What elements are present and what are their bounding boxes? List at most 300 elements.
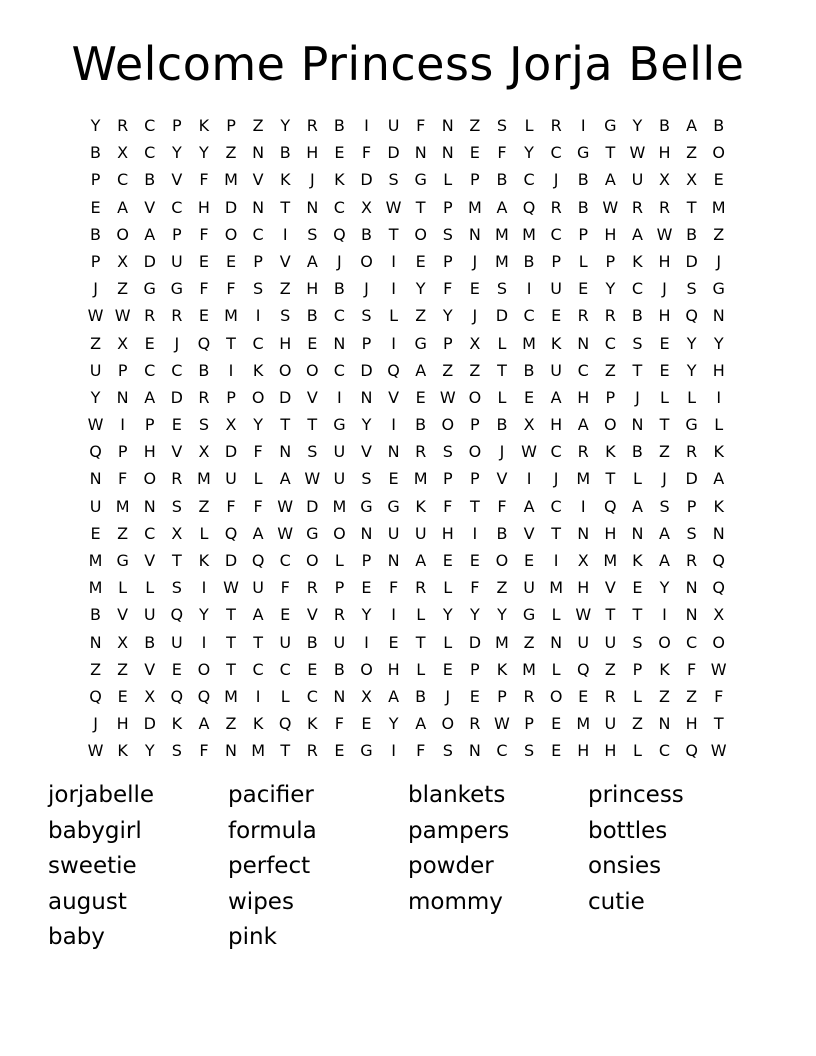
- grid-cell[interactable]: G: [116, 551, 129, 570]
- grid-cell[interactable]: N: [252, 143, 265, 163]
- grid-cell[interactable]: F: [199, 170, 209, 190]
- grid-cell[interactable]: T: [469, 496, 480, 516]
- grid-cell[interactable]: H: [116, 714, 129, 734]
- grid-cell[interactable]: L: [253, 469, 263, 489]
- grid-cell[interactable]: M: [467, 197, 482, 217]
- grid-cell[interactable]: M: [711, 197, 726, 217]
- grid-cell[interactable]: F: [118, 469, 128, 489]
- grid-cell[interactable]: Y: [144, 741, 155, 761]
- grid-cell[interactable]: O: [414, 224, 427, 244]
- grid-cell[interactable]: I: [337, 387, 342, 407]
- grid-cell[interactable]: J: [93, 279, 98, 299]
- grid-cell[interactable]: S: [686, 523, 697, 543]
- grid-cell[interactable]: A: [198, 714, 210, 734]
- grid-cell[interactable]: W: [521, 442, 537, 462]
- grid-cell[interactable]: M: [495, 224, 509, 244]
- grid-cell[interactable]: F: [280, 578, 290, 598]
- grid-cell[interactable]: P: [497, 686, 507, 706]
- grid-cell[interactable]: N: [468, 741, 481, 761]
- grid-cell[interactable]: N: [631, 523, 644, 543]
- grid-cell[interactable]: M: [522, 224, 536, 244]
- grid-cell[interactable]: C: [171, 360, 183, 380]
- grid-cell[interactable]: D: [387, 143, 400, 163]
- grid-cell[interactable]: P: [172, 116, 182, 135]
- grid-cell[interactable]: C: [523, 306, 535, 326]
- grid-cell[interactable]: F: [443, 496, 453, 516]
- grid-cell[interactable]: S: [442, 442, 453, 462]
- grid-cell[interactable]: N: [712, 306, 725, 326]
- grid-cell[interactable]: I: [580, 496, 586, 516]
- grid-cell[interactable]: N: [441, 116, 454, 135]
- grid-cell[interactable]: R: [306, 741, 318, 761]
- grid-cell[interactable]: A: [496, 197, 508, 217]
- grid-cell[interactable]: P: [605, 251, 616, 271]
- grid-cell[interactable]: L: [334, 551, 344, 570]
- grid-cell[interactable]: R: [631, 197, 643, 217]
- grid-cell[interactable]: B: [577, 170, 589, 190]
- grid-cell[interactable]: C: [550, 496, 562, 516]
- grid-cell[interactable]: M: [495, 251, 509, 271]
- grid-cell[interactable]: T: [605, 143, 616, 163]
- grid-cell[interactable]: S: [496, 279, 508, 299]
- grid-cell[interactable]: K: [632, 551, 643, 570]
- grid-cell[interactable]: T: [415, 197, 426, 217]
- grid-cell[interactable]: C: [279, 551, 291, 570]
- grid-cell[interactable]: V: [496, 469, 508, 489]
- grid-cell[interactable]: Q: [197, 333, 211, 353]
- grid-cell[interactable]: P: [117, 360, 128, 380]
- grid-cell[interactable]: T: [415, 632, 426, 652]
- grid-cell[interactable]: L: [714, 415, 724, 435]
- grid-cell[interactable]: L: [443, 632, 453, 652]
- grid-cell[interactable]: X: [225, 415, 237, 435]
- grid-cell[interactable]: E: [388, 469, 399, 489]
- grid-cell[interactable]: N: [225, 741, 237, 761]
- grid-cell[interactable]: B: [523, 360, 535, 380]
- grid-cell[interactable]: E: [90, 197, 101, 217]
- grid-cell[interactable]: B: [198, 360, 210, 380]
- grid-cell[interactable]: P: [442, 333, 453, 353]
- grid-cell[interactable]: E: [523, 551, 535, 570]
- grid-cell[interactable]: U: [170, 251, 183, 271]
- grid-cell[interactable]: L: [145, 578, 155, 598]
- grid-cell[interactable]: G: [143, 279, 156, 299]
- grid-cell[interactable]: V: [523, 523, 535, 543]
- grid-cell[interactable]: W: [114, 306, 131, 326]
- grid-cell[interactable]: W: [304, 469, 321, 489]
- grid-cell[interactable]: U: [279, 632, 292, 652]
- grid-cell[interactable]: P: [334, 578, 345, 598]
- grid-cell[interactable]: V: [388, 387, 400, 407]
- grid-cell[interactable]: E: [578, 279, 589, 299]
- grid-cell[interactable]: M: [495, 632, 509, 652]
- grid-cell[interactable]: J: [553, 469, 559, 489]
- grid-cell[interactable]: W: [656, 224, 673, 244]
- grid-cell[interactable]: C: [333, 197, 345, 217]
- grid-cell[interactable]: J: [472, 306, 478, 326]
- grid-cell[interactable]: B: [333, 659, 345, 679]
- grid-cell[interactable]: I: [255, 306, 261, 326]
- grid-cell[interactable]: U: [252, 578, 264, 598]
- grid-cell[interactable]: W: [494, 714, 510, 734]
- grid-cell[interactable]: O: [278, 360, 292, 380]
- grid-cell[interactable]: T: [659, 415, 670, 435]
- grid-cell[interactable]: H: [441, 523, 454, 543]
- grid-cell[interactable]: Z: [279, 279, 291, 299]
- grid-cell[interactable]: W: [575, 605, 592, 625]
- grid-cell[interactable]: H: [306, 279, 319, 299]
- grid-cell[interactable]: K: [659, 659, 670, 679]
- grid-cell[interactable]: B: [90, 605, 102, 625]
- grid-cell[interactable]: C: [333, 360, 345, 380]
- grid-cell[interactable]: Y: [713, 333, 724, 353]
- grid-cell[interactable]: E: [578, 686, 589, 706]
- grid-cell[interactable]: T: [605, 469, 616, 489]
- grid-cell[interactable]: H: [685, 714, 698, 734]
- grid-cell[interactable]: Z: [659, 442, 670, 462]
- grid-cell[interactable]: T: [497, 360, 507, 380]
- grid-cell[interactable]: I: [553, 551, 559, 570]
- grid-cell[interactable]: P: [361, 333, 372, 353]
- grid-cell[interactable]: S: [361, 306, 372, 326]
- grid-cell[interactable]: J: [337, 251, 342, 271]
- grid-cell[interactable]: X: [659, 170, 670, 190]
- grid-cell[interactable]: K: [713, 496, 724, 516]
- grid-cell[interactable]: T: [605, 605, 616, 625]
- grid-cell[interactable]: P: [144, 415, 155, 435]
- grid-cell[interactable]: H: [306, 143, 319, 163]
- grid-cell[interactable]: T: [307, 415, 318, 435]
- grid-cell[interactable]: S: [632, 632, 643, 652]
- grid-cell[interactable]: I: [391, 251, 396, 271]
- grid-cell[interactable]: J: [499, 442, 505, 462]
- grid-cell[interactable]: U: [170, 632, 183, 652]
- grid-cell[interactable]: B: [144, 632, 156, 652]
- grid-cell[interactable]: H: [387, 659, 400, 679]
- grid-cell[interactable]: C: [550, 442, 562, 462]
- grid-cell[interactable]: Z: [686, 143, 698, 163]
- grid-cell[interactable]: N: [658, 714, 671, 734]
- grid-cell[interactable]: Z: [604, 360, 616, 380]
- grid-cell[interactable]: F: [443, 279, 453, 299]
- grid-cell[interactable]: X: [117, 143, 129, 163]
- grid-cell[interactable]: H: [550, 415, 563, 435]
- grid-cell[interactable]: V: [144, 197, 156, 217]
- grid-cell[interactable]: C: [604, 333, 616, 353]
- grid-cell[interactable]: P: [172, 224, 182, 244]
- grid-cell[interactable]: B: [659, 116, 670, 135]
- grid-cell[interactable]: E: [307, 333, 318, 353]
- grid-cell[interactable]: N: [387, 442, 400, 462]
- grid-cell[interactable]: E: [388, 632, 399, 652]
- grid-cell[interactable]: E: [442, 659, 453, 679]
- grid-cell[interactable]: O: [441, 714, 455, 734]
- grid-cell[interactable]: H: [604, 741, 617, 761]
- grid-cell[interactable]: M: [332, 496, 347, 516]
- grid-cell[interactable]: O: [712, 143, 725, 163]
- grid-cell[interactable]: S: [198, 415, 209, 435]
- grid-cell[interactable]: B: [713, 116, 725, 135]
- grid-cell[interactable]: W: [602, 197, 619, 217]
- grid-cell[interactable]: Z: [252, 116, 264, 135]
- grid-cell[interactable]: Y: [632, 116, 643, 135]
- grid-cell[interactable]: O: [333, 523, 346, 543]
- grid-cell[interactable]: B: [496, 170, 508, 190]
- grid-cell[interactable]: E: [469, 686, 480, 706]
- grid-cell[interactable]: O: [468, 387, 482, 407]
- grid-cell[interactable]: K: [632, 251, 643, 271]
- grid-cell[interactable]: S: [659, 496, 670, 516]
- grid-cell[interactable]: D: [143, 714, 156, 734]
- grid-cell[interactable]: E: [415, 387, 426, 407]
- grid-cell[interactable]: O: [712, 632, 725, 652]
- grid-cell[interactable]: P: [686, 496, 697, 516]
- grid-cell[interactable]: T: [551, 523, 562, 543]
- grid-cell[interactable]: C: [252, 659, 264, 679]
- grid-cell[interactable]: U: [143, 605, 156, 625]
- grid-cell[interactable]: Q: [712, 551, 725, 570]
- grid-cell[interactable]: T: [226, 632, 236, 652]
- grid-cell[interactable]: H: [658, 251, 671, 271]
- grid-cell[interactable]: O: [197, 659, 211, 679]
- grid-cell[interactable]: O: [306, 360, 319, 380]
- grid-cell[interactable]: D: [360, 170, 373, 190]
- grid-cell[interactable]: D: [224, 442, 238, 462]
- grid-cell[interactable]: Y: [171, 143, 182, 163]
- grid-cell[interactable]: Q: [685, 306, 698, 326]
- grid-cell[interactable]: R: [198, 387, 210, 407]
- grid-cell[interactable]: B: [631, 442, 643, 462]
- grid-cell[interactable]: Z: [90, 659, 102, 679]
- grid-cell[interactable]: R: [550, 197, 562, 217]
- grid-cell[interactable]: P: [470, 469, 480, 489]
- grid-cell[interactable]: M: [197, 469, 211, 489]
- grid-cell[interactable]: K: [415, 496, 426, 516]
- grid-cell[interactable]: T: [280, 197, 291, 217]
- grid-cell[interactable]: O: [360, 251, 373, 271]
- grid-cell[interactable]: L: [199, 523, 209, 543]
- grid-cell[interactable]: Y: [415, 279, 426, 299]
- grid-cell[interactable]: A: [659, 523, 670, 543]
- grid-cell[interactable]: R: [415, 442, 427, 462]
- grid-cell[interactable]: N: [360, 523, 373, 543]
- grid-cell[interactable]: E: [713, 170, 724, 190]
- grid-cell[interactable]: L: [416, 659, 426, 679]
- grid-cell[interactable]: A: [117, 197, 129, 217]
- grid-cell[interactable]: N: [306, 197, 319, 217]
- grid-cell[interactable]: X: [144, 686, 156, 706]
- grid-cell[interactable]: R: [144, 306, 156, 326]
- grid-cell[interactable]: B: [279, 143, 291, 163]
- grid-cell[interactable]: M: [224, 686, 238, 706]
- grid-cell[interactable]: K: [334, 170, 345, 190]
- grid-cell[interactable]: Y: [605, 279, 616, 299]
- grid-cell[interactable]: I: [364, 632, 369, 652]
- grid-cell[interactable]: U: [333, 632, 346, 652]
- grid-cell[interactable]: F: [497, 143, 507, 163]
- grid-cell[interactable]: E: [198, 251, 209, 271]
- grid-cell[interactable]: E: [361, 714, 372, 734]
- grid-cell[interactable]: N: [116, 387, 129, 407]
- grid-cell[interactable]: C: [252, 333, 264, 353]
- grid-cell[interactable]: D: [306, 496, 319, 516]
- grid-cell[interactable]: U: [387, 116, 400, 135]
- grid-cell[interactable]: H: [577, 741, 590, 761]
- grid-cell[interactable]: Z: [117, 659, 129, 679]
- grid-cell[interactable]: D: [685, 469, 698, 489]
- grid-cell[interactable]: O: [251, 387, 265, 407]
- grid-cell[interactable]: G: [360, 741, 373, 761]
- grid-cell[interactable]: Z: [523, 632, 535, 652]
- grid-cell[interactable]: C: [171, 197, 183, 217]
- grid-cell[interactable]: O: [143, 469, 157, 489]
- grid-cell[interactable]: J: [309, 170, 315, 190]
- grid-cell[interactable]: F: [334, 714, 344, 734]
- grid-cell[interactable]: P: [253, 251, 263, 271]
- grid-cell[interactable]: X: [361, 197, 372, 217]
- grid-cell[interactable]: A: [713, 469, 725, 489]
- grid-cell[interactable]: F: [226, 279, 236, 299]
- grid-cell[interactable]: A: [604, 170, 616, 190]
- grid-cell[interactable]: P: [90, 170, 101, 190]
- grid-cell[interactable]: P: [226, 387, 236, 407]
- grid-cell[interactable]: C: [306, 686, 318, 706]
- grid-cell[interactable]: N: [550, 632, 563, 652]
- grid-cell[interactable]: Q: [224, 523, 238, 543]
- grid-cell[interactable]: W: [710, 659, 727, 679]
- grid-cell[interactable]: W: [223, 578, 239, 598]
- grid-cell[interactable]: R: [686, 442, 698, 462]
- grid-cell[interactable]: I: [201, 632, 207, 652]
- grid-cell[interactable]: G: [522, 605, 536, 625]
- grid-cell[interactable]: O: [604, 415, 617, 435]
- grid-cell[interactable]: G: [712, 279, 725, 299]
- grid-cell[interactable]: B: [144, 170, 156, 190]
- grid-cell[interactable]: T: [632, 605, 643, 625]
- grid-cell[interactable]: U: [550, 360, 562, 380]
- grid-cell[interactable]: D: [360, 360, 373, 380]
- grid-cell[interactable]: H: [197, 197, 210, 217]
- grid-cell[interactable]: X: [117, 251, 129, 271]
- grid-cell[interactable]: L: [416, 605, 426, 625]
- grid-cell[interactable]: Z: [117, 279, 129, 299]
- grid-cell[interactable]: M: [251, 741, 266, 761]
- grid-cell[interactable]: R: [306, 578, 318, 598]
- grid-cell[interactable]: A: [252, 605, 264, 625]
- grid-cell[interactable]: F: [416, 116, 426, 135]
- grid-cell[interactable]: X: [577, 551, 589, 570]
- grid-cell[interactable]: T: [226, 333, 236, 353]
- grid-cell[interactable]: B: [333, 116, 345, 135]
- grid-cell[interactable]: V: [117, 605, 129, 625]
- grid-cell[interactable]: X: [198, 442, 210, 462]
- grid-cell[interactable]: F: [199, 279, 209, 299]
- grid-cell[interactable]: K: [307, 714, 318, 734]
- grid-cell[interactable]: R: [604, 306, 616, 326]
- grid-cell[interactable]: N: [712, 523, 725, 543]
- grid-cell[interactable]: N: [577, 523, 590, 543]
- grid-cell[interactable]: E: [469, 143, 480, 163]
- grid-cell[interactable]: U: [604, 714, 617, 734]
- grid-cell[interactable]: S: [171, 741, 182, 761]
- grid-cell[interactable]: Z: [225, 714, 237, 734]
- grid-cell[interactable]: M: [603, 551, 618, 570]
- grid-cell[interactable]: I: [526, 279, 532, 299]
- grid-cell[interactable]: C: [252, 224, 264, 244]
- grid-cell[interactable]: R: [171, 469, 183, 489]
- grid-cell[interactable]: S: [361, 469, 372, 489]
- grid-cell[interactable]: V: [306, 605, 318, 625]
- grid-cell[interactable]: A: [252, 523, 264, 543]
- grid-cell[interactable]: F: [470, 578, 480, 598]
- grid-cell[interactable]: O: [658, 632, 671, 652]
- grid-cell[interactable]: G: [333, 415, 346, 435]
- grid-cell[interactable]: A: [388, 686, 400, 706]
- grid-cell[interactable]: J: [553, 170, 559, 190]
- grid-cell[interactable]: P: [117, 442, 128, 462]
- grid-cell[interactable]: I: [201, 578, 207, 598]
- grid-cell[interactable]: W: [439, 387, 456, 407]
- grid-cell[interactable]: Y: [361, 415, 372, 435]
- grid-cell[interactable]: Z: [225, 143, 237, 163]
- grid-cell[interactable]: P: [442, 197, 453, 217]
- grid-cell[interactable]: R: [171, 306, 183, 326]
- grid-cell[interactable]: L: [551, 659, 561, 679]
- grid-cell[interactable]: T: [388, 224, 399, 244]
- grid-cell[interactable]: Y: [686, 360, 697, 380]
- grid-cell[interactable]: E: [442, 551, 453, 570]
- grid-cell[interactable]: U: [225, 469, 237, 489]
- grid-cell[interactable]: I: [472, 523, 478, 543]
- grid-cell[interactable]: J: [93, 714, 98, 734]
- grid-cell[interactable]: Y: [524, 143, 534, 163]
- grid-cell[interactable]: N: [414, 143, 427, 163]
- grid-cell[interactable]: F: [361, 143, 372, 163]
- grid-cell[interactable]: E: [469, 551, 480, 570]
- grid-cell[interactable]: N: [685, 578, 698, 598]
- grid-cell[interactable]: M: [576, 714, 591, 734]
- grid-cell[interactable]: V: [144, 659, 156, 679]
- grid-cell[interactable]: H: [712, 360, 725, 380]
- grid-cell[interactable]: I: [526, 469, 532, 489]
- grid-cell[interactable]: Q: [522, 197, 536, 217]
- grid-cell[interactable]: E: [469, 279, 480, 299]
- grid-cell[interactable]: M: [576, 469, 591, 489]
- grid-cell[interactable]: V: [279, 251, 291, 271]
- grid-cell[interactable]: U: [550, 279, 562, 299]
- grid-cell[interactable]: Z: [686, 686, 698, 706]
- grid-cell[interactable]: C: [686, 632, 698, 652]
- grid-cell[interactable]: P: [470, 170, 480, 190]
- grid-cell[interactable]: F: [199, 224, 209, 244]
- grid-cell[interactable]: H: [658, 143, 671, 163]
- grid-cell[interactable]: Z: [713, 224, 725, 244]
- grid-cell[interactable]: B: [306, 632, 318, 652]
- grid-cell[interactable]: B: [415, 415, 427, 435]
- grid-cell[interactable]: Q: [170, 686, 184, 706]
- grid-cell[interactable]: B: [523, 251, 535, 271]
- grid-cell[interactable]: B: [360, 224, 372, 244]
- grid-cell[interactable]: L: [632, 686, 642, 706]
- grid-cell[interactable]: R: [550, 116, 562, 135]
- grid-cell[interactable]: O: [468, 442, 482, 462]
- grid-cell[interactable]: Y: [442, 605, 453, 625]
- grid-cell[interactable]: B: [631, 306, 643, 326]
- grid-cell[interactable]: M: [522, 333, 536, 353]
- grid-cell[interactable]: B: [496, 415, 508, 435]
- grid-cell[interactable]: E: [659, 360, 670, 380]
- grid-cell[interactable]: X: [523, 415, 535, 435]
